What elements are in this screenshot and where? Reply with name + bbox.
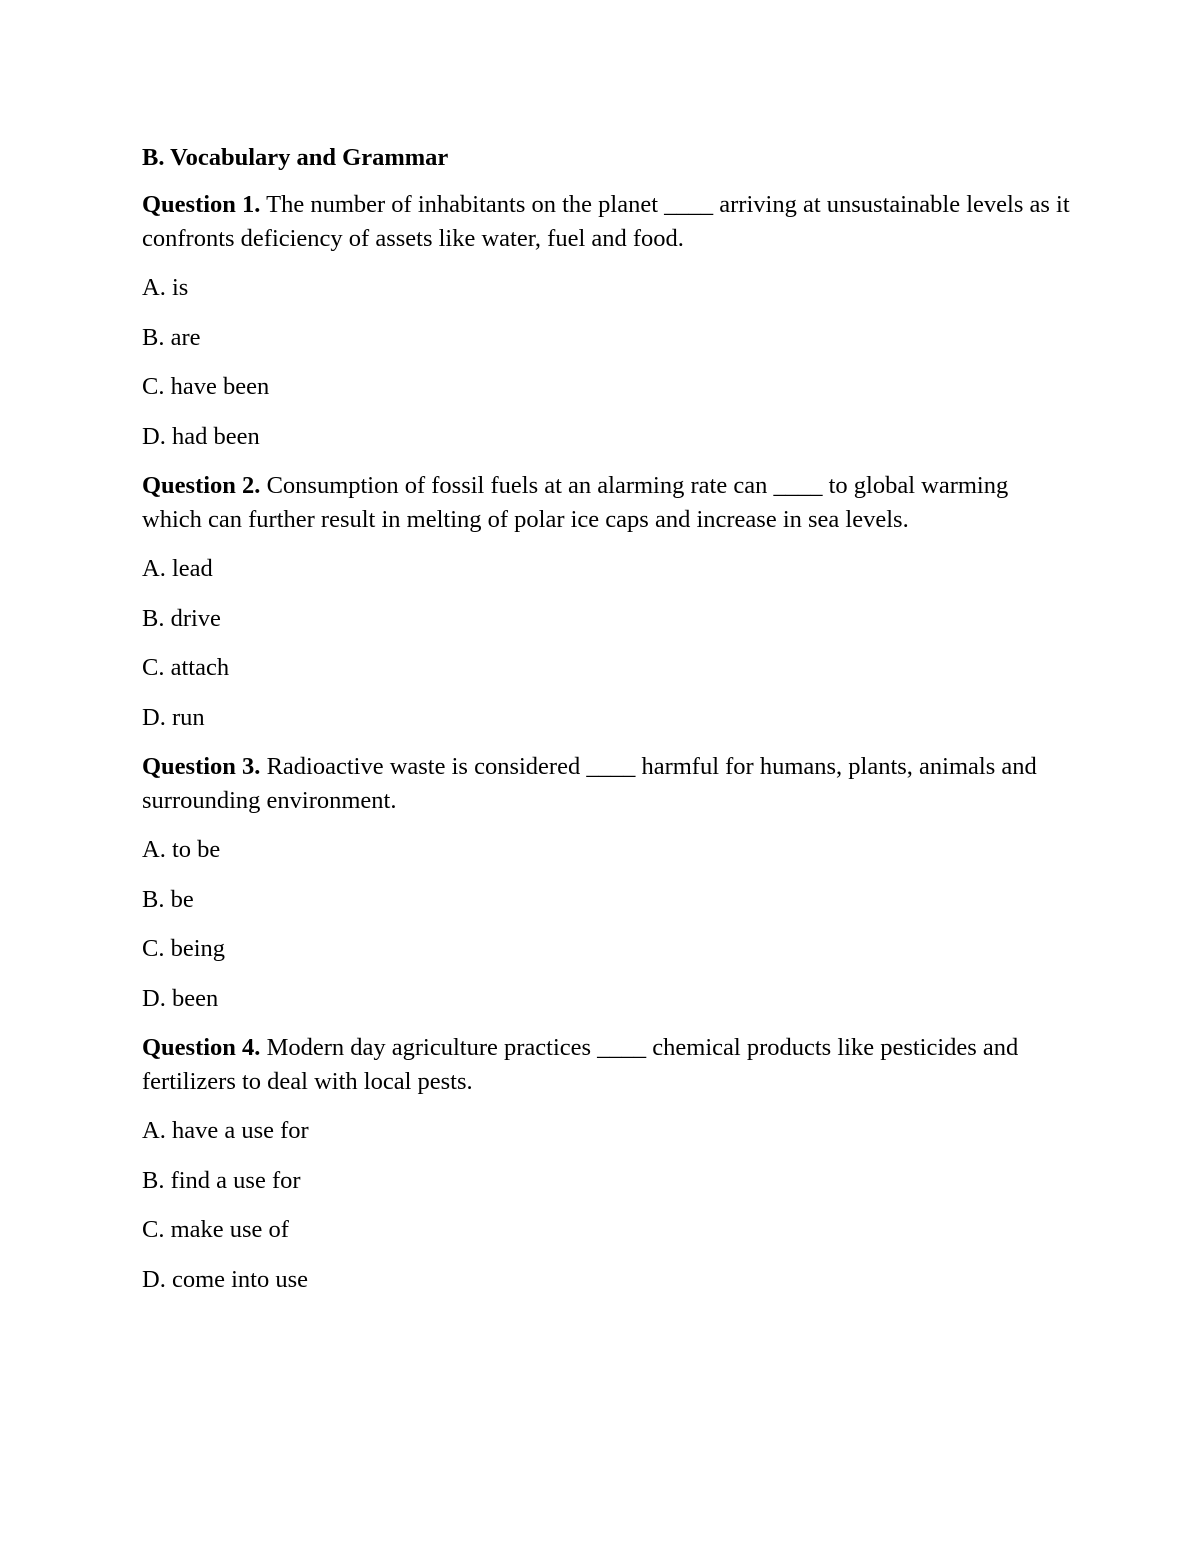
question-text (142, 188, 1072, 256)
document-content (142, 143, 1072, 1312)
option-a: A. have a use for (142, 1117, 309, 1144)
option-a: A. is (142, 274, 189, 301)
option-c: C. make use of (142, 1216, 289, 1243)
question-label: Question 3. (142, 753, 261, 780)
option-d: D. run (142, 703, 205, 731)
question-body: Radioactive waste is considered ____ harmful for humans, plants, animals and surrounding environment. (142, 753, 1037, 814)
option-d: D. been (142, 984, 219, 1012)
option-a: A. lead (142, 555, 213, 582)
question-text (142, 1031, 1072, 1099)
section-title: B. Vocabulary and Grammar (142, 144, 449, 171)
question-label: Question 4. (142, 1034, 261, 1061)
question-2 (142, 469, 1072, 735)
question-4 (142, 1031, 1072, 1297)
option-b: B. find a use for (142, 1166, 301, 1194)
question-label: Question 2. (142, 472, 261, 499)
option-b: B. drive (142, 604, 221, 632)
option-c: C. have been (142, 373, 270, 400)
question-text (142, 750, 1072, 818)
option-d: D. had been (142, 422, 260, 450)
question-body: The number of inhabitants on the planet ____ arriving at unsustainable levels as it confronts deficiency of assets like water, fuel and food. (142, 191, 1070, 252)
question-text (142, 469, 1072, 537)
question-3 (142, 750, 1072, 1016)
option-b: B. are (142, 323, 201, 351)
question-1 (142, 188, 1072, 454)
option-c: C. attach (142, 654, 230, 681)
option-d: D. come into use (142, 1265, 309, 1293)
question-body: Modern day agriculture practices ____ chemical products like pesticides and fertilizers to deal with local pests. (142, 1034, 1019, 1095)
question-label: Question 1. (142, 191, 261, 218)
option-a: A. to be (142, 836, 221, 863)
question-body: Consumption of fossil fuels at an alarming rate can ____ to global warming which can further result in melting of polar ice caps and increase in sea levels. (142, 472, 1009, 533)
option-b: B. be (142, 885, 194, 913)
option-c: C. being (142, 935, 226, 962)
